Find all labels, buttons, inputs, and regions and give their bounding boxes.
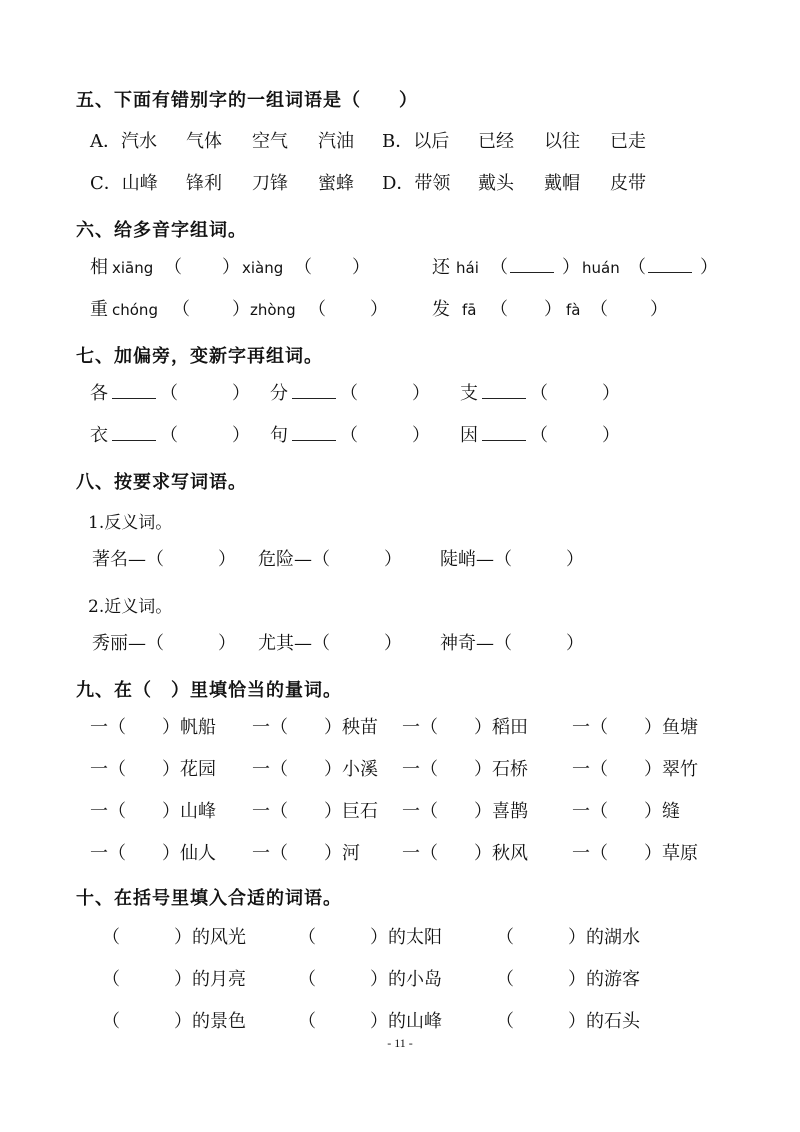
polyphone-char: 发 <box>432 299 450 320</box>
base-char: 衣 <box>90 425 108 446</box>
pinyin: fà <box>566 301 581 319</box>
q5-row-1 <box>0 126 800 158</box>
q7-heading: 七、加偏旁，变新字再组词。 <box>76 346 323 367</box>
q6-row-2 <box>0 294 800 326</box>
paren-open: （ <box>172 299 190 320</box>
answer-blank[interactable] <box>648 252 692 284</box>
paren-open: （ <box>308 299 326 320</box>
pinyin: zhòng <box>250 301 296 319</box>
polyphone-char: 相 <box>90 257 108 278</box>
q9-row-1 <box>0 712 800 744</box>
word-parens: （ ） <box>340 383 430 404</box>
q5-option-d: D．带领 <box>382 173 451 194</box>
pinyin: xiāng <box>112 259 154 277</box>
q5-word: 已经 <box>478 131 514 152</box>
paren-close: ） <box>700 257 718 278</box>
q7-row-2 <box>0 420 800 452</box>
q8-row-2 <box>0 628 800 660</box>
base-char: 因 <box>460 425 478 446</box>
measure-word-item: 一（ ）小溪 <box>252 759 378 780</box>
q5-heading: 五、下面有错别字的一组词语是（ ） <box>76 90 418 111</box>
q7-row-1 <box>0 378 800 410</box>
measure-word-item: 一（ ）帆船 <box>90 717 216 738</box>
q5-word: 汽油 <box>318 131 354 152</box>
q5-option-a: A．汽水 <box>90 131 157 152</box>
paren-close: ） <box>370 299 388 320</box>
word-parens: （ ） <box>530 383 620 404</box>
paren-open: （ <box>590 299 608 320</box>
q5-word: 空气 <box>252 131 288 152</box>
word-parens: （ ） <box>340 425 430 446</box>
paren-close: ） <box>352 257 370 278</box>
paren-open: （ <box>490 257 508 278</box>
q5-word: 戴头 <box>478 173 514 194</box>
measure-word-item: 一（ ）缝 <box>572 801 680 822</box>
synonym-item: 尤其—（ ） <box>258 633 402 654</box>
q5-word: 气体 <box>186 131 222 152</box>
word-parens: （ ） <box>160 383 250 404</box>
fill-word-item: （ ）的景色 <box>102 1011 246 1032</box>
measure-word-item: 一（ ）草原 <box>572 843 698 864</box>
antonym-item: 著名—（ ） <box>92 549 236 570</box>
radical-blank[interactable] <box>482 378 526 410</box>
answer-blank[interactable] <box>510 252 554 284</box>
antonym-item: 陡峭—（ ） <box>440 549 584 570</box>
q10-row-3 <box>0 1006 800 1038</box>
q5-option-c: C．山峰 <box>90 173 158 194</box>
radical-blank[interactable] <box>482 420 526 452</box>
q10-row-2 <box>0 964 800 996</box>
measure-word-item: 一（ ）喜鹊 <box>402 801 528 822</box>
q9-row-3 <box>0 796 800 828</box>
measure-word-item: 一（ ）仙人 <box>90 843 216 864</box>
base-char: 支 <box>460 383 478 404</box>
word-parens: （ ） <box>530 425 620 446</box>
paren-close: ） <box>562 257 580 278</box>
pinyin: fā <box>462 301 477 319</box>
radical-blank[interactable] <box>112 420 156 452</box>
q5-row-2 <box>0 168 800 200</box>
q8-row-1 <box>0 544 800 576</box>
measure-word-item: 一（ ）翠竹 <box>572 759 698 780</box>
q5-word: 戴帽 <box>544 173 580 194</box>
measure-word-item: 一（ ）河 <box>252 843 360 864</box>
paren-open: （ <box>164 257 182 278</box>
q9-heading: 九、在（ ）里填恰当的量词。 <box>76 680 342 701</box>
paren-close: ） <box>650 299 668 320</box>
base-char: 句 <box>270 425 288 446</box>
q5-word: 刀锋 <box>252 173 288 194</box>
measure-word-item: 一（ ）巨石 <box>252 801 378 822</box>
polyphone-char: 重 <box>90 299 108 320</box>
paren-open: （ <box>628 257 646 278</box>
paren-close: ） <box>232 299 250 320</box>
paren-close: ） <box>544 299 562 320</box>
pinyin: xiàng <box>242 259 284 277</box>
q5-option-b: B．以后 <box>382 131 450 152</box>
radical-blank[interactable] <box>292 378 336 410</box>
measure-word-item: 一（ ）稻田 <box>402 717 528 738</box>
fill-word-item: （ ）的太阳 <box>298 927 442 948</box>
q6-heading: 六、给多音字组词。 <box>76 220 247 241</box>
measure-word-item: 一（ ）山峰 <box>90 801 216 822</box>
paren-open: （ <box>294 257 312 278</box>
q8-subheading-synonyms: 2.近义词。 <box>88 597 173 617</box>
q5-word: 蜜蜂 <box>318 173 354 194</box>
q5-word: 以往 <box>544 131 580 152</box>
page-number: - 11 - <box>387 1036 413 1050</box>
q9-row-4 <box>0 838 800 870</box>
fill-word-item: （ ）的风光 <box>102 927 246 948</box>
paren-open: （ <box>490 299 508 320</box>
fill-word-item: （ ）的石头 <box>496 1011 640 1032</box>
measure-word-item: 一（ ）石桥 <box>402 759 528 780</box>
measure-word-item: 一（ ）鱼塘 <box>572 717 698 738</box>
measure-word-item: 一（ ）秧苗 <box>252 717 378 738</box>
paren-close: ） <box>222 257 240 278</box>
pinyin: hái <box>456 259 479 277</box>
radical-blank[interactable] <box>292 420 336 452</box>
radical-blank[interactable] <box>112 378 156 410</box>
polyphone-char: 还 <box>432 257 450 278</box>
q5-word: 锋利 <box>186 173 222 194</box>
measure-word-item: 一（ ）花园 <box>90 759 216 780</box>
antonym-item: 危险—（ ） <box>258 549 402 570</box>
word-parens: （ ） <box>160 425 250 446</box>
fill-word-item: （ ）的湖水 <box>496 927 640 948</box>
q8-subheading-antonyms: 1.反义词。 <box>88 513 173 533</box>
fill-word-item: （ ）的小岛 <box>298 969 442 990</box>
q6-row-1 <box>0 252 800 284</box>
synonym-item: 神奇—（ ） <box>440 633 584 654</box>
q8-heading: 八、按要求写词语。 <box>76 472 247 493</box>
q5-word: 皮带 <box>610 173 646 194</box>
measure-word-item: 一（ ）秋风 <box>402 843 528 864</box>
q9-row-2 <box>0 754 800 786</box>
base-char: 各 <box>90 383 108 404</box>
fill-word-item: （ ）的月亮 <box>102 969 246 990</box>
base-char: 分 <box>270 383 288 404</box>
q10-row-1 <box>0 922 800 954</box>
pinyin: chóng <box>112 301 158 319</box>
pinyin: huán <box>582 259 620 277</box>
q10-heading: 十、在括号里填入合适的词语。 <box>76 888 342 909</box>
synonym-item: 秀丽—（ ） <box>92 633 236 654</box>
q5-word: 已走 <box>610 131 646 152</box>
fill-word-item: （ ）的游客 <box>496 969 640 990</box>
fill-word-item: （ ）的山峰 <box>298 1011 442 1032</box>
